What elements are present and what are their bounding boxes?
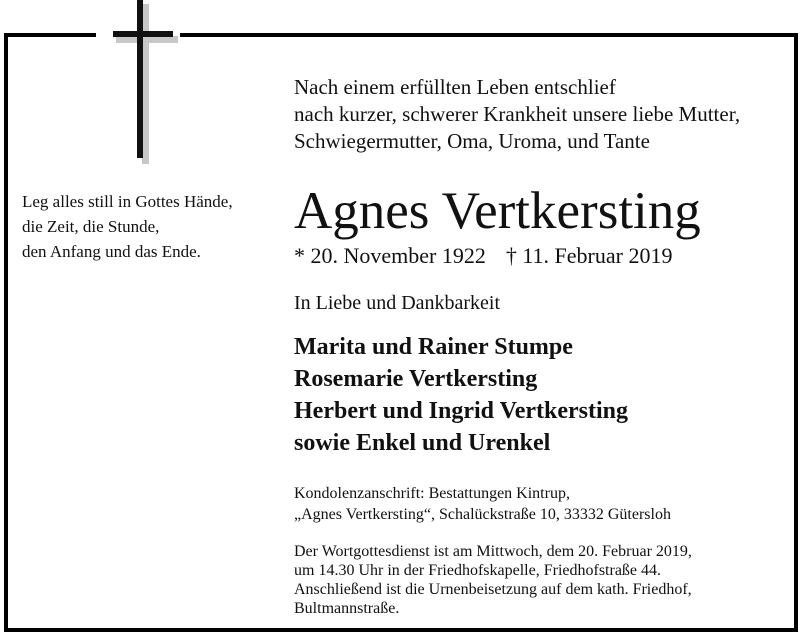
mourners-list [294, 331, 628, 459]
poem-line: den Anfang und das Ende. [22, 242, 201, 261]
poem-line: die Zeit, die Stunde, [22, 217, 160, 236]
service-line: Bultmannstraße. [294, 600, 400, 617]
poem-line: Leg alles still in Gottes Hände, [22, 192, 233, 211]
mourner-line: sowie Enkel und Urenkel [294, 430, 551, 456]
condolence-address [294, 483, 671, 525]
service-line: Der Wortgottesdienst ist am Mittwoch, dem 20. Februar 2019, [294, 543, 692, 560]
intro-line: Nach einem erfüllten Leben entschlief [294, 75, 616, 99]
life-dates [294, 242, 672, 270]
intro-line: Schwiegermutter, Oma, Uroma, und Tante [294, 129, 650, 153]
intro-text [294, 74, 740, 155]
mourner-line: Marita und Rainer Stumpe [294, 334, 573, 360]
death-date: † 11. Februar 2019 [505, 243, 673, 268]
intro-line: nach kurzer, schwerer Krankheit unsere liebe Mutter, [294, 102, 741, 126]
birth-date: * 20. November 1922 [294, 243, 486, 268]
mourner-line: Herbert und Ingrid Vertkersting [294, 398, 629, 424]
poem-verse [22, 189, 233, 264]
condolence-line: Kondolenzanschrift: Bestattungen Kintrup, [294, 485, 570, 502]
service-line: Anschließend ist die Urnenbeisetzung auf dem kath. Friedhof, [294, 581, 692, 598]
service-info [294, 542, 692, 618]
dedication-text: In Liebe und Dankbarkeit [294, 292, 501, 314]
mourner-line: Rosemarie Vertkersting [294, 366, 538, 392]
service-line: um 14.30 Uhr in der Friedhofskapelle, Friedhofstraße 44. [294, 562, 662, 579]
cross-icon [110, 0, 180, 165]
deceased-name: Agnes Vertkersting [294, 182, 701, 240]
condolence-line: „Agnes Vertkersting“, Schalückstraße 10, 33332 Gütersloh [294, 506, 671, 523]
